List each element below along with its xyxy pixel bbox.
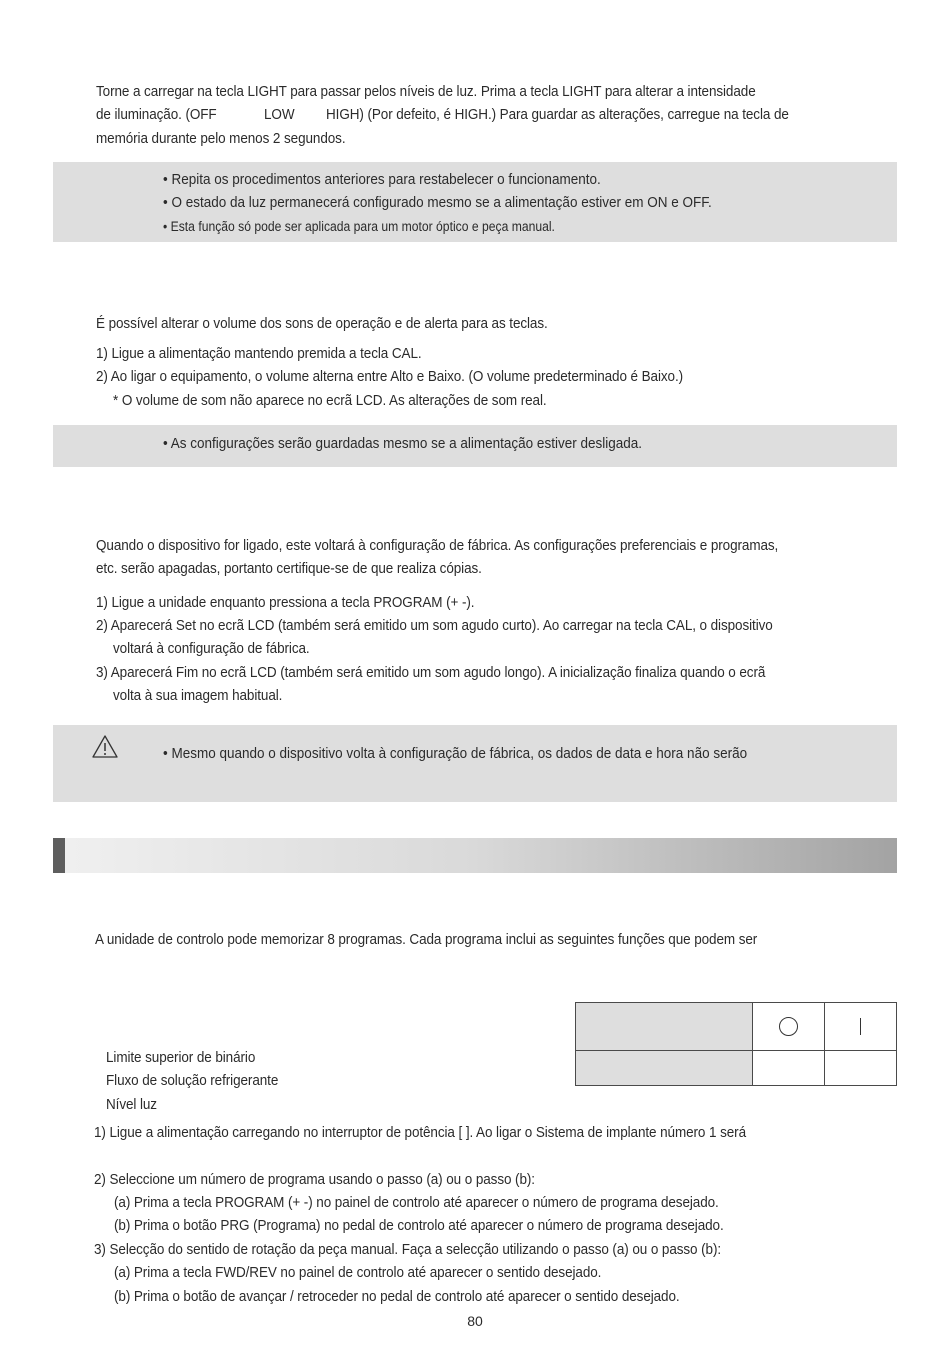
program-step-3: 3) Selecção do sentido de rotação da peça manual. Faça a selecção utilizando o passo (a) ou o passo (b): bbox=[94, 1241, 722, 1258]
volume-note: • As configurações serão guardadas mesmo se a alimentação estiver desligada. bbox=[163, 435, 642, 452]
light-paragraph-line-3: memória durante pelo menos 2 segundos. bbox=[96, 130, 346, 147]
program-step-2a: (a) Prima a tecla PROGRAM (+ -) no painel de controlo até aparecer o número de programa desejado. bbox=[114, 1194, 719, 1211]
page-number: 80 bbox=[467, 1313, 483, 1329]
reset-intro-line-2: etc. serão apagadas, portanto certifique-se de que realiza cópias. bbox=[96, 560, 482, 577]
bar-icon bbox=[860, 1018, 861, 1035]
program-step-3a: (a) Prima a tecla FWD/REV no painel de controlo até aparecer o sentido desejado. bbox=[114, 1264, 602, 1281]
light-note-1: • Repita os procedimentos anteriores para restabelecer o funcionamento. bbox=[163, 171, 601, 188]
light-note-2: • O estado da luz permanecerá configurado mesmo se a alimentação estiver em ON e OFF. bbox=[163, 194, 712, 211]
volume-step-note: * O volume de som não aparece no ecrã LCD. As alterações de som real. bbox=[113, 392, 547, 409]
reset-step-1: 1) Ligue a unidade enquanto pressiona a tecla PROGRAM (+ -). bbox=[96, 594, 475, 611]
table-cell bbox=[753, 1051, 825, 1086]
reset-step-2-cont: voltará à configuração de fábrica. bbox=[113, 640, 310, 657]
table-cell bbox=[825, 1051, 897, 1086]
program-step-1: 1) Ligue a alimentação carregando no interruptor de potência [ ]. Ao ligar o Sistema de implante número 1 será bbox=[94, 1124, 746, 1141]
reset-step-3-cont: volta à sua imagem habitual. bbox=[113, 687, 283, 704]
light-paragraph-line-1: Torne a carregar na tecla LIGHT para passar pelos níveis de luz. Prima a tecla LIGHT para alterar a intensidade bbox=[96, 83, 756, 100]
program-step-2b: (b) Prima o botão PRG (Programa) no pedal de controlo até aparecer o número de programa desejado. bbox=[114, 1217, 724, 1234]
volume-step-2: 2) Ao ligar o equipamento, o volume alterna entre Alto e Baixo. (O volume predeterminado é Baixo.) bbox=[96, 368, 684, 385]
volume-intro: É possível alterar o volume dos sons de operação e de alerta para as teclas. bbox=[96, 315, 548, 332]
program-step-3b: (b) Prima o botão de avançar / retroceder no pedal de controlo até aparecer o sentido desejado. bbox=[114, 1288, 680, 1305]
section-header-marker bbox=[53, 838, 65, 873]
program-function-table bbox=[575, 1002, 897, 1086]
program-step-2: 2) Seleccione um número de programa usando o passo (a) ou o passo (b): bbox=[94, 1171, 535, 1188]
table-circle-cell bbox=[753, 1003, 825, 1051]
reset-step-3: 3) Aparecerá Fim no ecrã LCD (também será emitido um som agudo longo). A inicialização finaliza quando o ecrã bbox=[96, 664, 766, 681]
table-bar-cell bbox=[825, 1003, 897, 1051]
reset-step-2: 2) Aparecerá Set no ecrã LCD (também será emitido um som agudo curto). Ao carregar na tecla CAL, o dispositivo bbox=[96, 617, 773, 634]
light-paragraph-line-2c: HIGH) (Por defeito, é HIGH.) Para guardar as alterações, carregue na tecla de bbox=[326, 106, 789, 123]
circle-icon bbox=[779, 1017, 798, 1036]
table-header-cell bbox=[576, 1003, 753, 1051]
reset-intro-line-1: Quando o dispositivo for ligado, este voltará à configuração de fábrica. As configurações preferenciais e programas, bbox=[96, 537, 779, 554]
function-item-2: Fluxo de solução refrigerante bbox=[106, 1072, 279, 1089]
function-item-1: Limite superior de binário bbox=[106, 1049, 256, 1066]
light-paragraph-line-2b: LOW bbox=[264, 106, 295, 123]
warning-icon bbox=[91, 734, 119, 760]
volume-step-1: 1) Ligue a alimentação mantendo premida a tecla CAL. bbox=[96, 345, 422, 362]
reset-warning-text: • Mesmo quando o dispositivo volta à configuração de fábrica, os dados de data e hora não serão bbox=[163, 745, 748, 762]
light-note-3: • Esta função só pode ser aplicada para um motor óptico e peça manual. bbox=[163, 219, 555, 234]
table-row-label-cell bbox=[576, 1051, 753, 1086]
light-paragraph-line-2a: de iluminação. (OFF bbox=[96, 106, 217, 123]
function-item-3: Nível luz bbox=[106, 1096, 157, 1113]
section-header-band bbox=[53, 838, 897, 873]
program-intro: A unidade de controlo pode memorizar 8 programas. Cada programa inclui as seguintes funções que podem ser bbox=[95, 931, 758, 948]
